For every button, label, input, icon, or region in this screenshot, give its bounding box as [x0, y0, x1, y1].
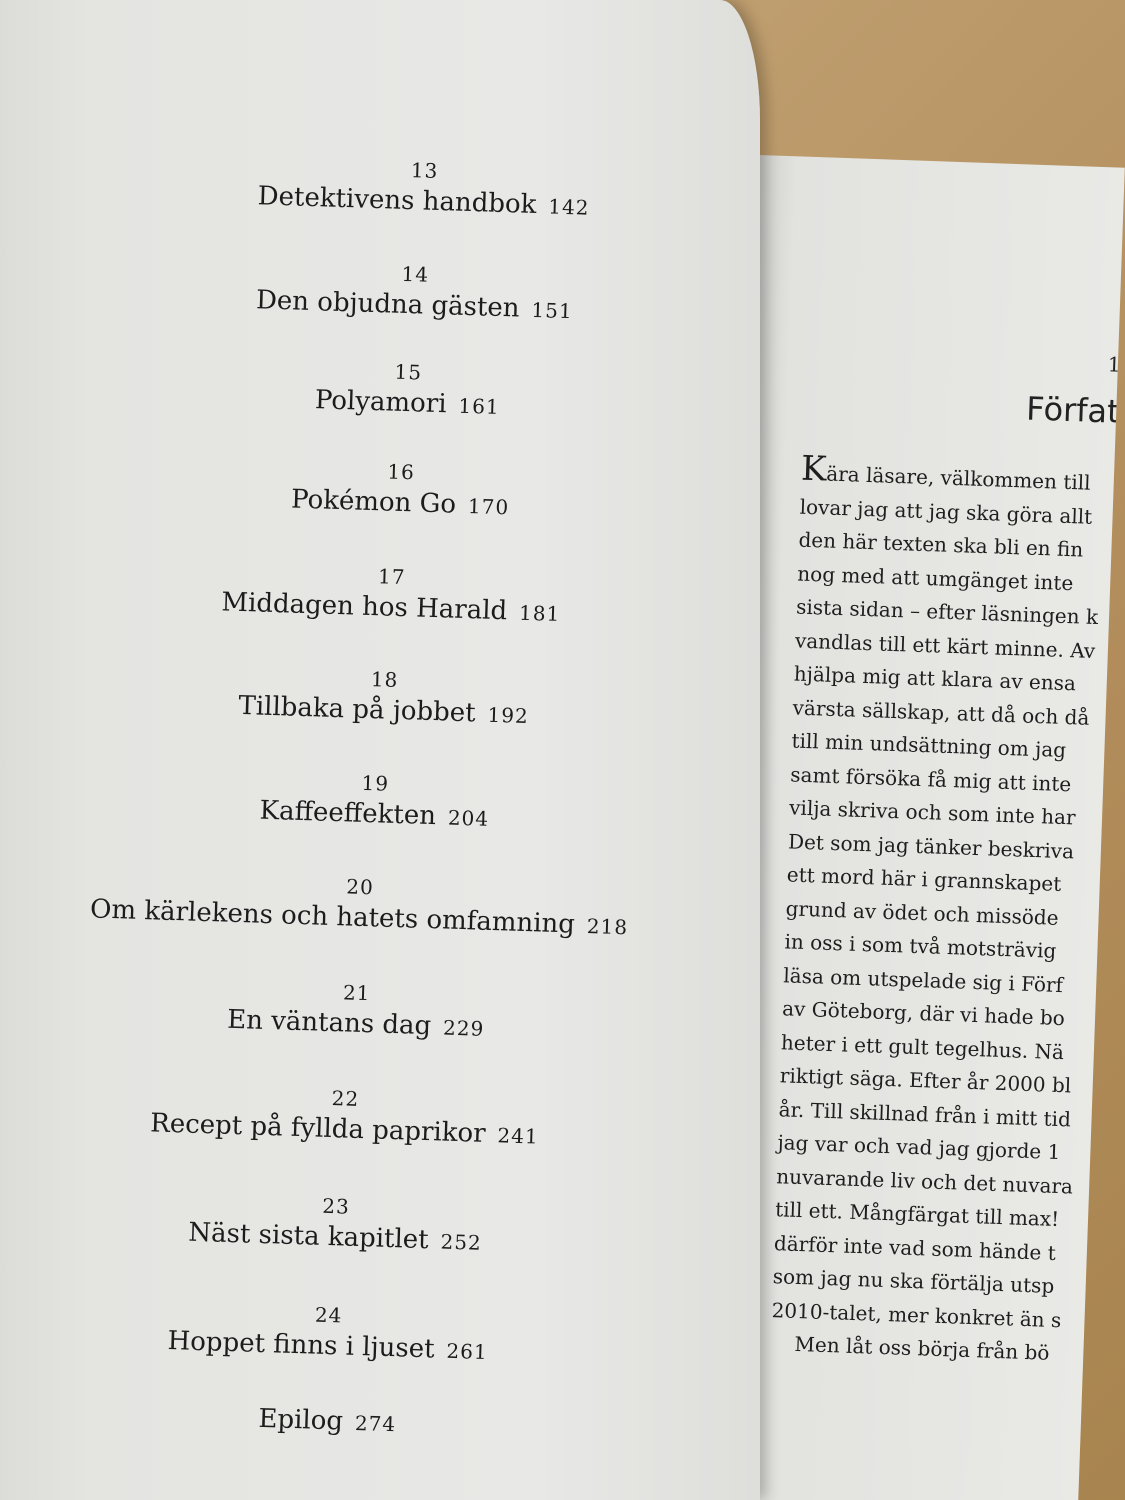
body-text-line: jag var och vad jag gjorde 1 [777, 1130, 1061, 1165]
toc-chapter-number: 16 [387, 459, 416, 485]
body-text-line: som jag nu ska förtälja utsp [772, 1264, 1055, 1298]
toc-entry [27, 1294, 629, 1371]
toc-entry [123, 149, 725, 226]
body-text-line-rest: ära läsare, välkommen till [825, 461, 1091, 495]
toc-chapter-title: Kaffeeffekten [259, 795, 437, 832]
toc-entry [44, 1077, 646, 1154]
toc-chapter-number: 15 [394, 359, 423, 385]
toc-page-number: 218 [586, 913, 629, 940]
body-text-line: samt försöka få mig att inte [789, 761, 1072, 796]
body-text-line: nog med att umgänget inte [797, 561, 1074, 595]
body-text-line: nuvarande liv och det nuvara [775, 1163, 1074, 1199]
toc-chapter-number: 14 [401, 261, 430, 287]
toc-page-number: 261 [446, 1338, 489, 1365]
body-text-line: därför inte vad som hände t [773, 1230, 1057, 1265]
chapter-title: Förfat [1025, 389, 1121, 431]
body-text-line: heter i ett gult tegelhus. Nä [780, 1029, 1065, 1064]
body-text-line: värsta sällskap, att då och då [792, 694, 1090, 730]
toc-page-number: 151 [531, 297, 574, 324]
toc-entry [83, 658, 685, 735]
toc-chapter-number: 24 [314, 1302, 343, 1328]
body-text-line: sista sidan – efter läsningen k [795, 594, 1099, 630]
toc-entry [114, 253, 716, 330]
toc-page-number: 192 [487, 702, 530, 729]
toc-entry [35, 1185, 637, 1262]
toc-chapter-title: Pokémon Go [290, 484, 457, 520]
body-text-line: den här texten ska bli en fin [798, 527, 1084, 562]
body-text-line: av Göteborg, där vi hade bo [781, 996, 1066, 1031]
body-text-line: in oss i som två motsträvig [784, 929, 1057, 963]
toc-page-number: 142 [547, 194, 590, 220]
chapter-number: 1 [1107, 352, 1122, 377]
toc-page-number: 181 [518, 600, 561, 626]
toc-entry [27, 1397, 628, 1446]
body-text-line: grund av ödet och missöde [785, 895, 1059, 930]
toc-chapter-title: Recept på fyllda paprikor [149, 1108, 486, 1149]
toc-entry [59, 865, 661, 942]
toc-page-number: 161 [458, 393, 501, 419]
drop-cap: K [800, 448, 828, 490]
toc-page-number: 229 [442, 1015, 485, 1041]
body-text-line: läsa om utspelade sig i Förf [782, 962, 1064, 997]
toc-chapter-number: 18 [370, 667, 399, 692]
toc-chapter-title: En väntans dag [226, 1004, 432, 1042]
toc-entry [107, 351, 709, 428]
toc-chapter-number: 22 [331, 1086, 360, 1111]
body-text-line: år. Till skillnad från i mitt tid [778, 1096, 1072, 1131]
body-text-line: vilja skriva och som inte har [788, 795, 1076, 830]
toc-page-number: 252 [440, 1229, 483, 1255]
right-book-page [713, 155, 1125, 1500]
toc-chapter-title: Den objudna gästen [255, 285, 521, 324]
body-text-line: 2010-talet, mer konkret än s [771, 1297, 1062, 1332]
toc-page-number: 241 [497, 1123, 540, 1149]
toc-chapter-number: 23 [321, 1193, 351, 1219]
toc-chapter-title: Hoppet finns i ljuset [167, 1326, 436, 1365]
toc-chapter-number: 21 [342, 980, 371, 1006]
toc-page-number: 170 [467, 494, 510, 520]
body-text-line: Men låt oss börja från bö [794, 1331, 1050, 1365]
body-text-line: till min undsättning om jag [791, 728, 1067, 763]
toc-chapter-number: 19 [361, 770, 390, 796]
toc-chapter-title: Om kärlekens och hatets omfamning [89, 894, 576, 940]
toc-entry [55, 971, 657, 1048]
toc-entry [74, 762, 676, 839]
toc-page-number: 274 [354, 1410, 397, 1437]
toc-entry [91, 555, 693, 632]
toc-chapter-title: Näst sista kapitlet [187, 1217, 430, 1256]
body-text-line: riktigt säga. Efter år 2000 bl [779, 1063, 1072, 1098]
toc-chapter-title: Tillbaka på jobbet [238, 690, 477, 729]
toc-chapter-title: Middagen hos Harald [220, 587, 508, 627]
chapter-body-text [770, 448, 1125, 1374]
body-text-line: vandlas till ett kärt minne. Av [794, 628, 1096, 663]
body-text-line: lovar jag att jag ska göra allt [799, 494, 1093, 529]
toc-entry [100, 451, 702, 528]
body-text-line: Det som jag tänker beskriva [787, 828, 1075, 863]
toc-chapter-title: Polyamori [314, 385, 448, 420]
body-text-line: hjälpa mig att klara av ensa [793, 661, 1077, 696]
toc-chapter-number: 17 [377, 564, 406, 590]
body-text-line: till ett. Mångfärgat till max! [774, 1197, 1060, 1232]
toc-chapter-title: Detektivens handbok [257, 181, 537, 221]
toc-chapter-title: Epilog [258, 1403, 344, 1437]
body-text-line: ett mord här i grannskapet [786, 862, 1062, 896]
toc-page-number: 204 [447, 805, 490, 831]
toc-chapter-number: 20 [346, 874, 375, 900]
toc-chapter-number: 13 [410, 158, 439, 183]
